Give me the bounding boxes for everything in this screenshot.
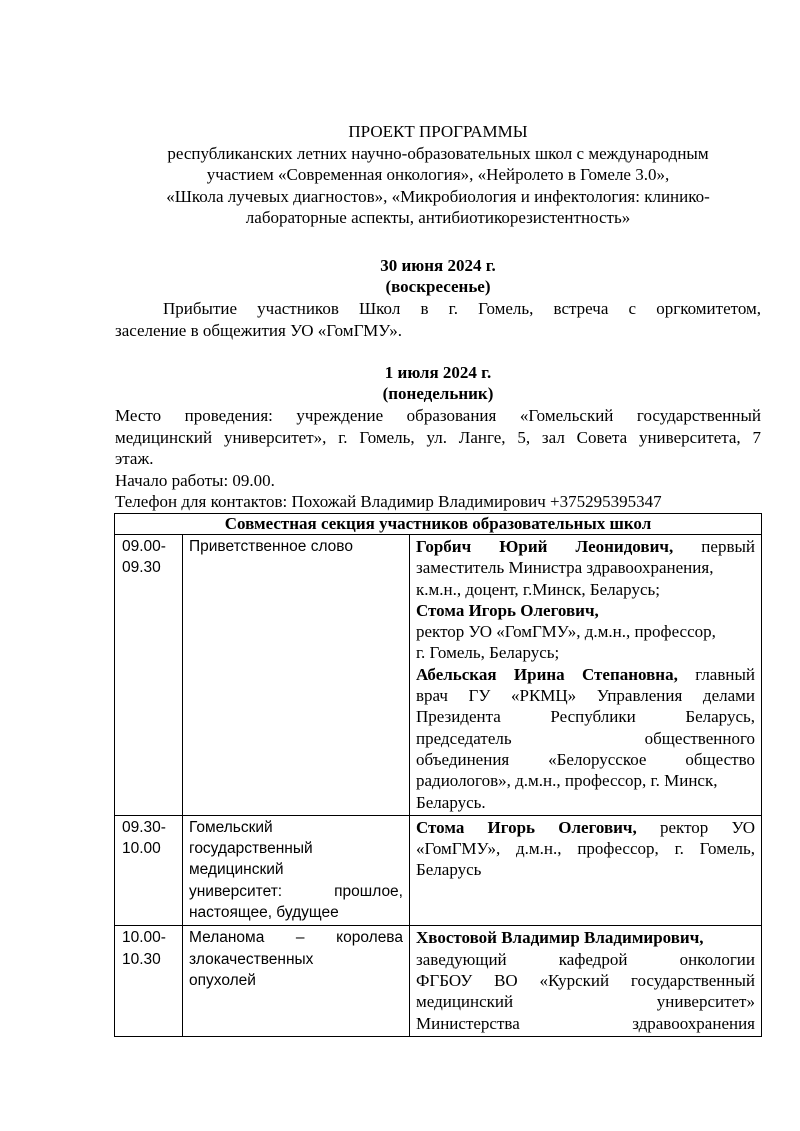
speaker-name: Стома Игорь Олегович, bbox=[416, 817, 637, 837]
topic-line: университет: прошлое, bbox=[189, 882, 403, 900]
contact-phone: Телефон для контактов: Похожай Владимир Владимирович +375295395347 bbox=[115, 492, 662, 511]
speaker-line: ФГБОУ ВО «Курский государственный bbox=[416, 970, 755, 990]
day1-arrival-text bbox=[115, 298, 761, 341]
speaker-line: Беларусь. bbox=[416, 792, 486, 812]
speaker-line: объединения «Белорусское общество bbox=[416, 749, 755, 769]
speaker-line: Министерства здравоохранения bbox=[416, 1013, 755, 1033]
time-cell bbox=[115, 926, 183, 1036]
topic-line: злокачественных bbox=[189, 950, 314, 968]
topic-cell bbox=[183, 926, 410, 1036]
program-header bbox=[115, 121, 761, 229]
topic-line: государственный bbox=[189, 840, 313, 858]
speaker-line bbox=[416, 817, 755, 838]
day2-venue bbox=[115, 405, 761, 513]
day2-weekday: (понедельник) bbox=[382, 384, 494, 403]
time-cell bbox=[115, 815, 183, 925]
time-start: 09.30- bbox=[122, 818, 166, 836]
venue-line: этаж. bbox=[115, 449, 154, 468]
speakers-cell bbox=[410, 815, 762, 925]
venue-line: Место проведения: учреждение образования «Гомельский государственный bbox=[115, 406, 761, 425]
start-time: Начало работы: 09.00. bbox=[115, 470, 275, 490]
section-header-row bbox=[115, 514, 762, 535]
time-start: 09.00- bbox=[122, 538, 166, 555]
speaker-line bbox=[416, 536, 755, 557]
speaker-line: г. Гомель, Беларусь; bbox=[416, 643, 560, 663]
table-row bbox=[115, 926, 762, 1036]
speaker-line: радиологов», д.м.н., профессор, г. Минск, bbox=[416, 771, 718, 791]
day1-weekday: (воскресенье) bbox=[385, 277, 491, 296]
program-title: ПРОЕКТ ПРОГРАММЫ bbox=[348, 122, 528, 141]
day1-text-line: Прибытие участников Школ в г. Гомель, встреча с оргкомитетом, bbox=[163, 299, 761, 318]
speaker-line: ректор УО «ГомГМУ», д.м.н., профессор, bbox=[416, 622, 716, 642]
venue-line: медицинский университет», г. Гомель, ул. Ланге, 5, зал Совета университета, 7 bbox=[115, 427, 761, 447]
program-subtitle-line: участием «Современная онкология», «Нейролето в Гомеле 3.0», bbox=[206, 165, 670, 184]
time-end: 10.00 bbox=[122, 840, 161, 858]
time-end: 10.30 bbox=[122, 950, 161, 968]
program-subtitle-line: лабораторные аспекты, антибиотикорезистентность» bbox=[245, 208, 631, 227]
program-subtitle-line: «Школа лучевых диагностов», «Микробиология и инфектология: клинико- bbox=[166, 186, 710, 206]
speaker-line: к.м.н., доцент, г.Минск, Беларусь; bbox=[416, 579, 660, 599]
speaker-line: заместитель Министра здравоохранения, bbox=[416, 558, 714, 578]
speaker-line: медицинский университет» bbox=[416, 992, 755, 1012]
speakers-cell bbox=[410, 926, 762, 1036]
program-subtitle-line: республиканских летних научно-образовательных школ с международным bbox=[167, 143, 709, 163]
topic-line: настоящее, будущее bbox=[189, 904, 339, 922]
speaker-line: заведующий кафедрой онкологии bbox=[416, 949, 755, 969]
topic-line: Меланома – королева bbox=[189, 929, 403, 947]
speaker-role: ректор УО bbox=[660, 817, 756, 837]
speaker-role: первый bbox=[701, 537, 755, 556]
speaker-line: председатель общественного bbox=[416, 728, 755, 748]
time-start: 10.00- bbox=[122, 929, 166, 947]
topic-line: опухолей bbox=[189, 971, 256, 989]
topic-cell bbox=[183, 535, 410, 816]
speaker-line: Беларусь bbox=[416, 860, 482, 880]
topic-text: Приветственное слово bbox=[189, 538, 353, 555]
speaker-line: врач ГУ «РКМЦ» Управления делами bbox=[416, 686, 755, 706]
day2-date: 1 июля 2024 г. bbox=[384, 363, 492, 382]
speaker-name: Стома Игорь Олегович, bbox=[416, 600, 599, 620]
speaker-line bbox=[416, 664, 755, 685]
topic-line: медицинский bbox=[189, 861, 284, 879]
day1-text-line: заселение в общежития УО «ГомГМУ». bbox=[115, 320, 402, 340]
topic-cell bbox=[183, 815, 410, 925]
speaker-line: Президента Республики Беларусь, bbox=[416, 707, 755, 727]
topic-line: Гомельский bbox=[189, 818, 273, 836]
speaker-name: Горбич Юрий Леонидович, bbox=[416, 537, 674, 556]
table-row bbox=[115, 815, 762, 925]
day1-date: 30 июня 2024 г. bbox=[380, 256, 496, 275]
speaker-role: главный bbox=[695, 664, 756, 684]
table-row bbox=[115, 535, 762, 816]
speaker-name: Абельская Ирина Степановна, bbox=[416, 664, 678, 684]
time-cell bbox=[115, 535, 183, 816]
section-title: Совместная секция участников образовательных школ bbox=[115, 514, 762, 535]
speakers-cell bbox=[410, 535, 762, 816]
time-end: 09.30 bbox=[122, 559, 161, 577]
program-table bbox=[114, 513, 762, 1037]
speaker-line: «ГомГМУ», д.м.н., профессор, г. Гомель, bbox=[416, 839, 755, 859]
speaker-name: Хвостовой Владимир Владимирович, bbox=[416, 928, 704, 948]
